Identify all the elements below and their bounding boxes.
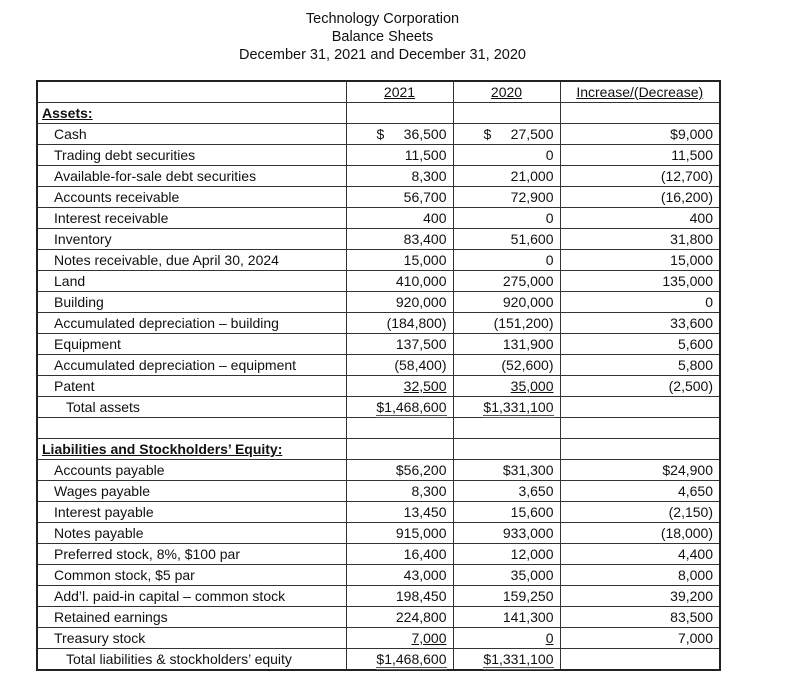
change-cell: 0 [560, 292, 720, 313]
line-item-label: Cash [37, 124, 346, 145]
change-cell: 8,000 [560, 565, 720, 586]
total-2021 [346, 649, 453, 671]
table-row [37, 124, 720, 145]
header-2020: 2020 [453, 81, 560, 103]
table-row [37, 292, 720, 313]
statement-title: Balance Sheets [331, 29, 434, 45]
assets-heading-row [37, 103, 720, 124]
change-cell: 83,500 [560, 607, 720, 628]
value-cell-y2020: 0 [453, 208, 560, 229]
total-change [560, 397, 720, 418]
line-item-label: Interest payable [37, 502, 346, 523]
line-item-label: Treasury stock [37, 628, 346, 649]
value-cell-y2020 [453, 376, 560, 397]
value-cell-y2020: 933,000 [453, 523, 560, 544]
liabilities-heading: Liabilities and Stockholders’ Equity: [37, 439, 346, 460]
change-cell: (2,150) [560, 502, 720, 523]
change-cell: 11,500 [560, 145, 720, 166]
total-2020 [453, 397, 560, 418]
line-item-label: Wages payable [37, 481, 346, 502]
line-item-label: Building [37, 292, 346, 313]
empty-cell [453, 418, 560, 439]
dollar-value [353, 124, 447, 144]
total-value-2021: $1,468,600 [376, 399, 446, 418]
document-header [0, 10, 765, 64]
total-change [560, 649, 720, 671]
change-cell: 31,800 [560, 229, 720, 250]
value-cell-y2021: 915,000 [346, 523, 453, 544]
line-item-label: Accumulated depreciation – equipment [37, 355, 346, 376]
value-cell-y2020: 35,000 [453, 565, 560, 586]
value-cell-y2020: 12,000 [453, 544, 560, 565]
value-cell-y2020: (151,200) [453, 313, 560, 334]
change-cell: 400 [560, 208, 720, 229]
header-label-cell [37, 81, 346, 103]
statement-dates: December 31, 2021 and December 31, 2020 [239, 47, 526, 63]
value-cell-y2020: 51,600 [453, 229, 560, 250]
table-row [37, 376, 720, 397]
change-cell: 5,800 [560, 355, 720, 376]
line-item-label: Inventory [37, 229, 346, 250]
line-item-label: Add’l. paid-in capital – common stock [37, 586, 346, 607]
total-2020 [453, 649, 560, 671]
value-cell-y2020: 275,000 [453, 271, 560, 292]
change-cell: 4,400 [560, 544, 720, 565]
change-cell: (2,500) [560, 376, 720, 397]
company-name: Technology Corporation [305, 11, 460, 27]
change-cell: 33,600 [560, 313, 720, 334]
value-cell-y2021: 8,300 [346, 481, 453, 502]
value-cell-y2021: 11,500 [346, 145, 453, 166]
value-cell-y2021: 16,400 [346, 544, 453, 565]
assets-total-row [37, 397, 720, 418]
empty-cell [37, 418, 346, 439]
empty-cell [346, 103, 453, 124]
value-cell-y2021: 400 [346, 208, 453, 229]
table-row [37, 355, 720, 376]
table-row [37, 166, 720, 187]
table-row [37, 208, 720, 229]
table-row [37, 334, 720, 355]
line-item-label: Accumulated depreciation – building [37, 313, 346, 334]
change-cell: (16,200) [560, 187, 720, 208]
change-cell: 4,650 [560, 481, 720, 502]
value-cell-y2020: 0 [453, 145, 560, 166]
table-row [37, 145, 720, 166]
value-y2020: 0 [545, 630, 554, 646]
total-value-2020: $1,331,100 [483, 399, 553, 418]
table-row [37, 481, 720, 502]
value-cell-y2020: 15,600 [453, 502, 560, 523]
value-cell-y2020 [453, 124, 560, 145]
value-cell-y2020: 141,300 [453, 607, 560, 628]
change-cell: 135,000 [560, 271, 720, 292]
table-row [37, 628, 720, 649]
line-item-label: Retained earnings [37, 607, 346, 628]
change-cell: 5,600 [560, 334, 720, 355]
value-cell-y2021: 56,700 [346, 187, 453, 208]
table-row [37, 523, 720, 544]
empty-cell [560, 439, 720, 460]
value-cell-y2021: 224,800 [346, 607, 453, 628]
empty-cell [453, 103, 560, 124]
table-row [37, 460, 720, 481]
value-cell-y2021: 8,300 [346, 166, 453, 187]
line-item-label: Notes payable [37, 523, 346, 544]
dollar-sign: $ [483, 126, 492, 142]
table-row [37, 502, 720, 523]
value-cell-y2021 [346, 124, 453, 145]
value-cell-y2021: 410,000 [346, 271, 453, 292]
total-value-2021: $1,468,600 [376, 651, 446, 670]
total-2021 [346, 397, 453, 418]
value-cell-y2020: 159,250 [453, 586, 560, 607]
table-row [37, 544, 720, 565]
change-cell: $9,000 [560, 124, 720, 145]
table-row [37, 607, 720, 628]
change-cell: $24,900 [560, 460, 720, 481]
value-cell-y2021: 83,400 [346, 229, 453, 250]
assets-heading: Assets: [37, 103, 346, 124]
empty-cell [346, 439, 453, 460]
table-row [37, 229, 720, 250]
change-cell: 15,000 [560, 250, 720, 271]
empty-cell [346, 418, 453, 439]
table-row [37, 271, 720, 292]
header-2021: 2021 [346, 81, 453, 103]
total-label: Total liabilities & stockholders’ equity [37, 649, 346, 671]
value-cell-y2021: 43,000 [346, 565, 453, 586]
value-cell-y2020: 72,900 [453, 187, 560, 208]
value-cell-y2021: $56,200 [346, 460, 453, 481]
value-y2021: 7,000 [411, 630, 447, 646]
spacer-row [37, 418, 720, 439]
total-value-2020: $1,331,100 [483, 651, 553, 670]
liabilities-heading-row [37, 439, 720, 460]
change-cell: 7,000 [560, 628, 720, 649]
table-row [37, 250, 720, 271]
empty-cell [560, 418, 720, 439]
header-row [37, 81, 720, 103]
value-cell-y2020: 0 [453, 250, 560, 271]
header-change: Increase/(Decrease) [560, 81, 720, 103]
value-cell-y2021 [346, 628, 453, 649]
line-item-label: Trading debt securities [37, 145, 346, 166]
value-cell-y2020: 920,000 [453, 292, 560, 313]
value-cell-y2020: 3,650 [453, 481, 560, 502]
value-cell-y2021: 15,000 [346, 250, 453, 271]
value-y2021: 32,500 [403, 378, 447, 394]
change-cell: 39,200 [560, 586, 720, 607]
value-y2020: 35,000 [510, 378, 554, 394]
value-y2021: 36,500 [403, 126, 447, 142]
table-row [37, 586, 720, 607]
value-cell-y2021: (184,800) [346, 313, 453, 334]
table-row [37, 565, 720, 586]
dollar-sign: $ [376, 126, 385, 142]
line-item-label: Patent [37, 376, 346, 397]
line-item-label: Accounts receivable [37, 187, 346, 208]
value-cell-y2021: (58,400) [346, 355, 453, 376]
line-item-label: Equipment [37, 334, 346, 355]
value-cell-y2021: 13,450 [346, 502, 453, 523]
value-cell-y2020: 131,900 [453, 334, 560, 355]
empty-cell [453, 439, 560, 460]
value-cell-y2020: 21,000 [453, 166, 560, 187]
value-cell-y2020: $31,300 [453, 460, 560, 481]
table-row [37, 313, 720, 334]
line-item-label: Land [37, 271, 346, 292]
line-item-label: Common stock, $5 par [37, 565, 346, 586]
line-item-label: Interest receivable [37, 208, 346, 229]
table-row [37, 187, 720, 208]
line-item-label: Notes receivable, due April 30, 2024 [37, 250, 346, 271]
value-cell-y2021: 198,450 [346, 586, 453, 607]
total-label: Total assets [37, 397, 346, 418]
change-cell: (18,000) [560, 523, 720, 544]
value-cell-y2021: 920,000 [346, 292, 453, 313]
line-item-label: Preferred stock, 8%, $100 par [37, 544, 346, 565]
balance-sheet-table [36, 80, 721, 671]
value-cell-y2021 [346, 376, 453, 397]
line-item-label: Accounts payable [37, 460, 346, 481]
value-cell-y2021: 137,500 [346, 334, 453, 355]
value-y2020: 27,500 [510, 126, 554, 142]
value-cell-y2020 [453, 628, 560, 649]
dollar-value [460, 124, 554, 144]
empty-cell [560, 103, 720, 124]
change-cell: (12,700) [560, 166, 720, 187]
line-item-label: Available-for-sale debt securities [37, 166, 346, 187]
value-cell-y2020: (52,600) [453, 355, 560, 376]
liabilities-total-row [37, 649, 720, 671]
